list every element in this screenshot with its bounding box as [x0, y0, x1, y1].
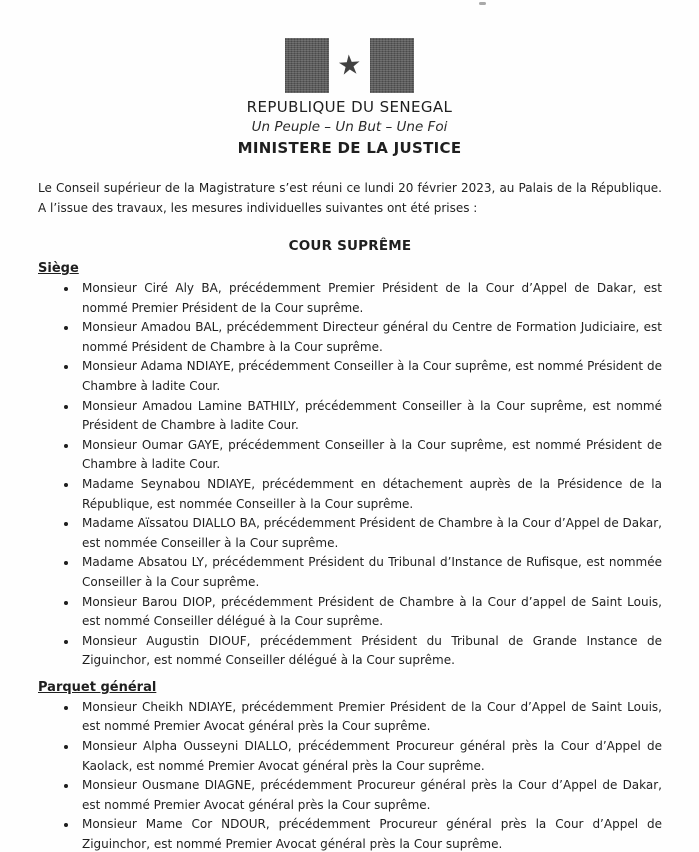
list-item: • Monsieur Oumar GAYE, précédemment Conseiller à la Cour suprême, est nommé Président de Chambre à ladite Cour. — [78, 436, 662, 475]
list-item: • Monsieur Adama NDIAYE, précédemment Conseiller à la Cour suprême, est nommé Président de Chambre à ladite Cour. — [78, 357, 662, 396]
section-title-parquet-general: Parquet général — [38, 679, 157, 695]
flag-left-band — [285, 38, 329, 93]
parquet-appointments-list — [38, 698, 662, 852]
court-title: COUR SUPRÊME — [288, 238, 412, 254]
letterhead — [0, 0, 699, 157]
list-item: • Monsieur Amadou Lamine BATHILY, précédemment Conseiller à la Cour suprême, est nommé Président de Chambre à ladite Cour. — [78, 397, 662, 436]
siege-appointments-list — [38, 279, 662, 671]
list-item: • Madame Absatou LY, précédemment Président du Tribunal d’Instance de Rufisque, est nommée Conseiller à la Cour suprême. — [78, 553, 662, 592]
scan-artifact — [479, 2, 486, 5]
ministry-name: MINISTERE DE LA JUSTICE — [237, 139, 462, 157]
list-item: • Monsieur Cheikh NDIAYE, précédemment Premier Président de la Cour d’Appel de Saint Louis, est nommé Premier Avocat général près la Cour suprême. — [78, 698, 662, 737]
list-item: • Monsieur Barou DIOP, précédemment Président de Chambre à la Cour d’appel de Saint Louis, est nommé Conseiller délégué à la Cour suprême. — [78, 593, 662, 632]
list-item: • Madame Aïssatou DIALLO BA, précédemment Président de Chambre à la Cour d’Appel de Dakar, est nommée Conseiller à la Cour suprême. — [78, 514, 662, 553]
list-item: • Madame Seynabou NDIAYE, précédemment en détachement auprès de la Présidence de la République, est nommée Conseiller à la Cour suprême. — [78, 475, 662, 514]
senegal-flag — [0, 38, 699, 93]
list-item: • Monsieur Augustin DIOUF, précédemment Président du Tribunal de Grande Instance de Ziguinchor, est nommé Conseiller délégué à la Cour suprême. — [78, 632, 662, 671]
flag-right-band — [370, 38, 414, 93]
list-item: • Monsieur Ousmane DIAGNE, précédemment Procureur général près la Cour d’Appel de Dakar, est nommé Premier Avocat général près la Cour suprême. — [78, 776, 662, 815]
list-item: • Monsieur Alpha Ousseyni DIALLO, précédemment Procureur général près la Cour d’Appel de Kaolack, est nommé Premier Avocat général près la Cour suprême. — [78, 737, 662, 776]
section-title-siege: Siège — [38, 261, 79, 276]
list-item: • Monsieur Mame Cor NDOUR, précédemment Procureur général près la Cour d’Appel de Ziguinchor, est nommé Premier Avocat général près la Cour suprême. — [78, 815, 662, 852]
list-item: • Monsieur Amadou BAL, précédemment Directeur général du Centre de Formation Judiciaire, est nommé Président de Chambre à la Cour suprême. — [78, 318, 662, 357]
flag-star-icon: ★ — [336, 49, 363, 82]
list-item: • Monsieur Ciré Aly BA, précédemment Premier Président de la Cour d’Appel de Dakar, est nommé Premier Président de la Cour suprême. — [78, 279, 662, 318]
national-motto: Un Peuple – Un But – Une Foi — [251, 119, 448, 135]
intro-paragraph: Le Conseil supérieur de la Magistrature s’est réuni ce lundi 20 février 2023, au Palais de la République. A l’issue des travaux, les mesures individuelles suivantes ont été prises : — [38, 181, 662, 215]
document-body — [0, 178, 699, 852]
country-name: REPUBLIQUE DU SENEGAL — [246, 98, 453, 116]
